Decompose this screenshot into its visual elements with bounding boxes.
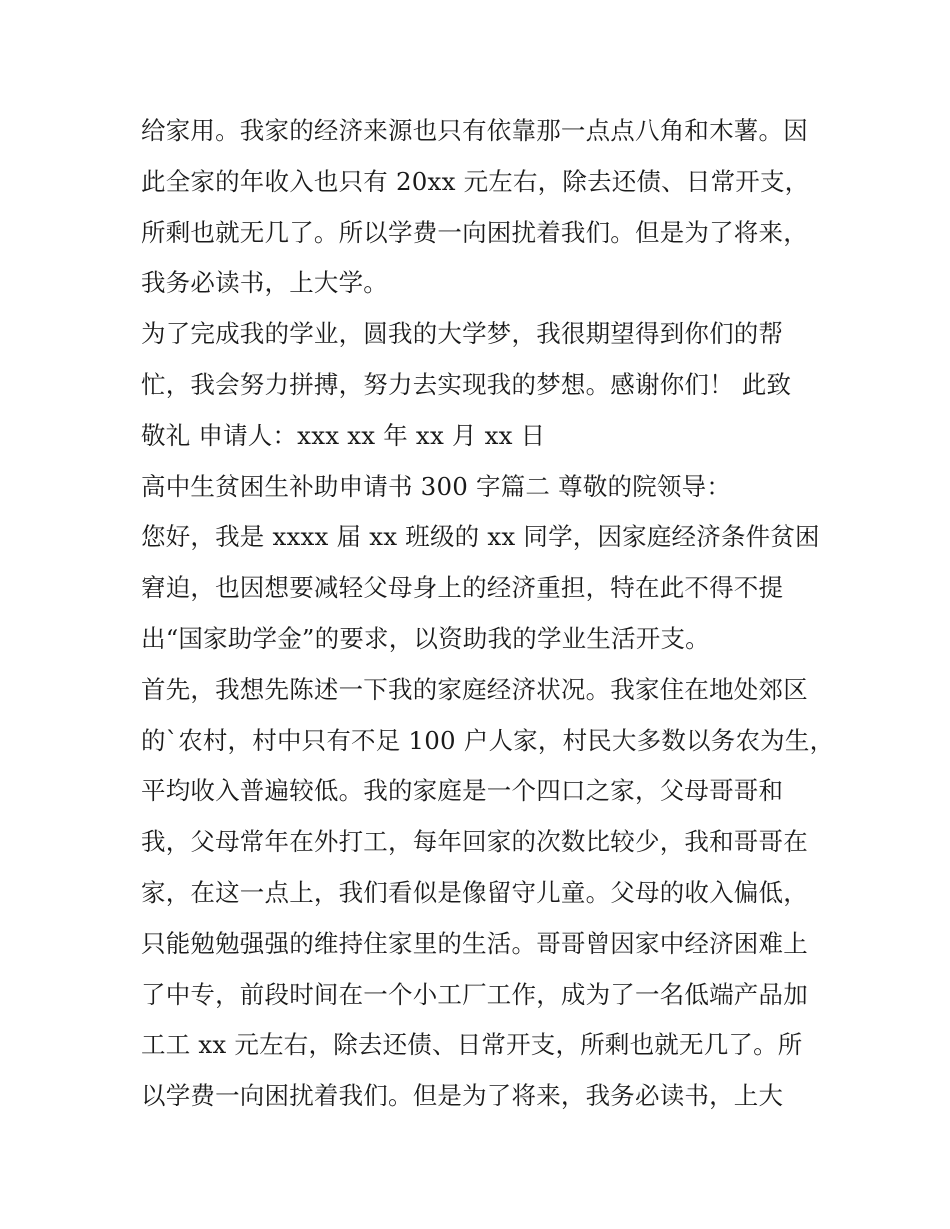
text-line: 所剩也就无几了。所以学费一向困扰着我们。但是为了将来， [141, 217, 808, 247]
text-line: 工工 xx 元左右，除去还债、日常开支，所剩也就无几了。所 [141, 1030, 803, 1060]
text-line: 我务必读书，上大学。 [141, 268, 388, 298]
text-line: 窘迫，也因想要减轻父母身上的经济重担，特在此不得不提 [141, 573, 784, 603]
text-line: 家，在这一点上，我们看似是像留守儿童。父母的收入偏低， [141, 877, 808, 907]
text-line: 出“国家助学金”的要求，以资助我的学业生活开支。 [141, 623, 710, 653]
text-line: 给家用。我家的经济来源也只有依靠那一点点八角和木薯。因 [141, 116, 808, 145]
document-body [141, 106, 835, 1122]
section-heading-line: 高中生贫困生补助申请书 300 字篇二 尊敬的院领导： [141, 471, 732, 501]
text-line: 以学费一向困扰着我们。但是为了将来，我务必读书，上大 [141, 1081, 784, 1111]
text-line: 平均收入普遍较低。我的家庭是一个四口之家，父母哥哥和 [141, 776, 784, 806]
text-line: 您好，我是 xxxx 届 xx 班级的 xx 同学，因家庭经济条件贫困 [141, 522, 820, 552]
text-line: 此全家的年收入也只有 20xx 元左右，除去还债、日常开支， [141, 166, 810, 196]
text-line: 敬礼 申请人：xxx xx 年 xx 月 xx 日 [141, 420, 546, 450]
text-line: 首先，我想先陈述一下我的家庭经济状况。我家住在地处郊区 [141, 674, 808, 704]
text-line: 我，父母常年在外打工，每年回家的次数比较少，我和哥哥在 [141, 827, 808, 857]
text-line: 的`农村，村中只有不足 100 户人家，村民大多数以务农为生， [141, 725, 835, 755]
text-line: 了中专，前段时间在一个小工厂工作，成为了一名低端产品加 [141, 979, 808, 1009]
text-line: 为了完成我的学业，圆我的大学梦，我很期望得到你们的帮 [141, 319, 784, 349]
text-line: 只能勉勉强强的维持住家里的生活。哥哥曾因家中经济困难上 [141, 928, 808, 958]
text-line: 忙，我会努力拼搏，努力去实现我的梦想。感谢你们！ 此致 [141, 369, 792, 399]
